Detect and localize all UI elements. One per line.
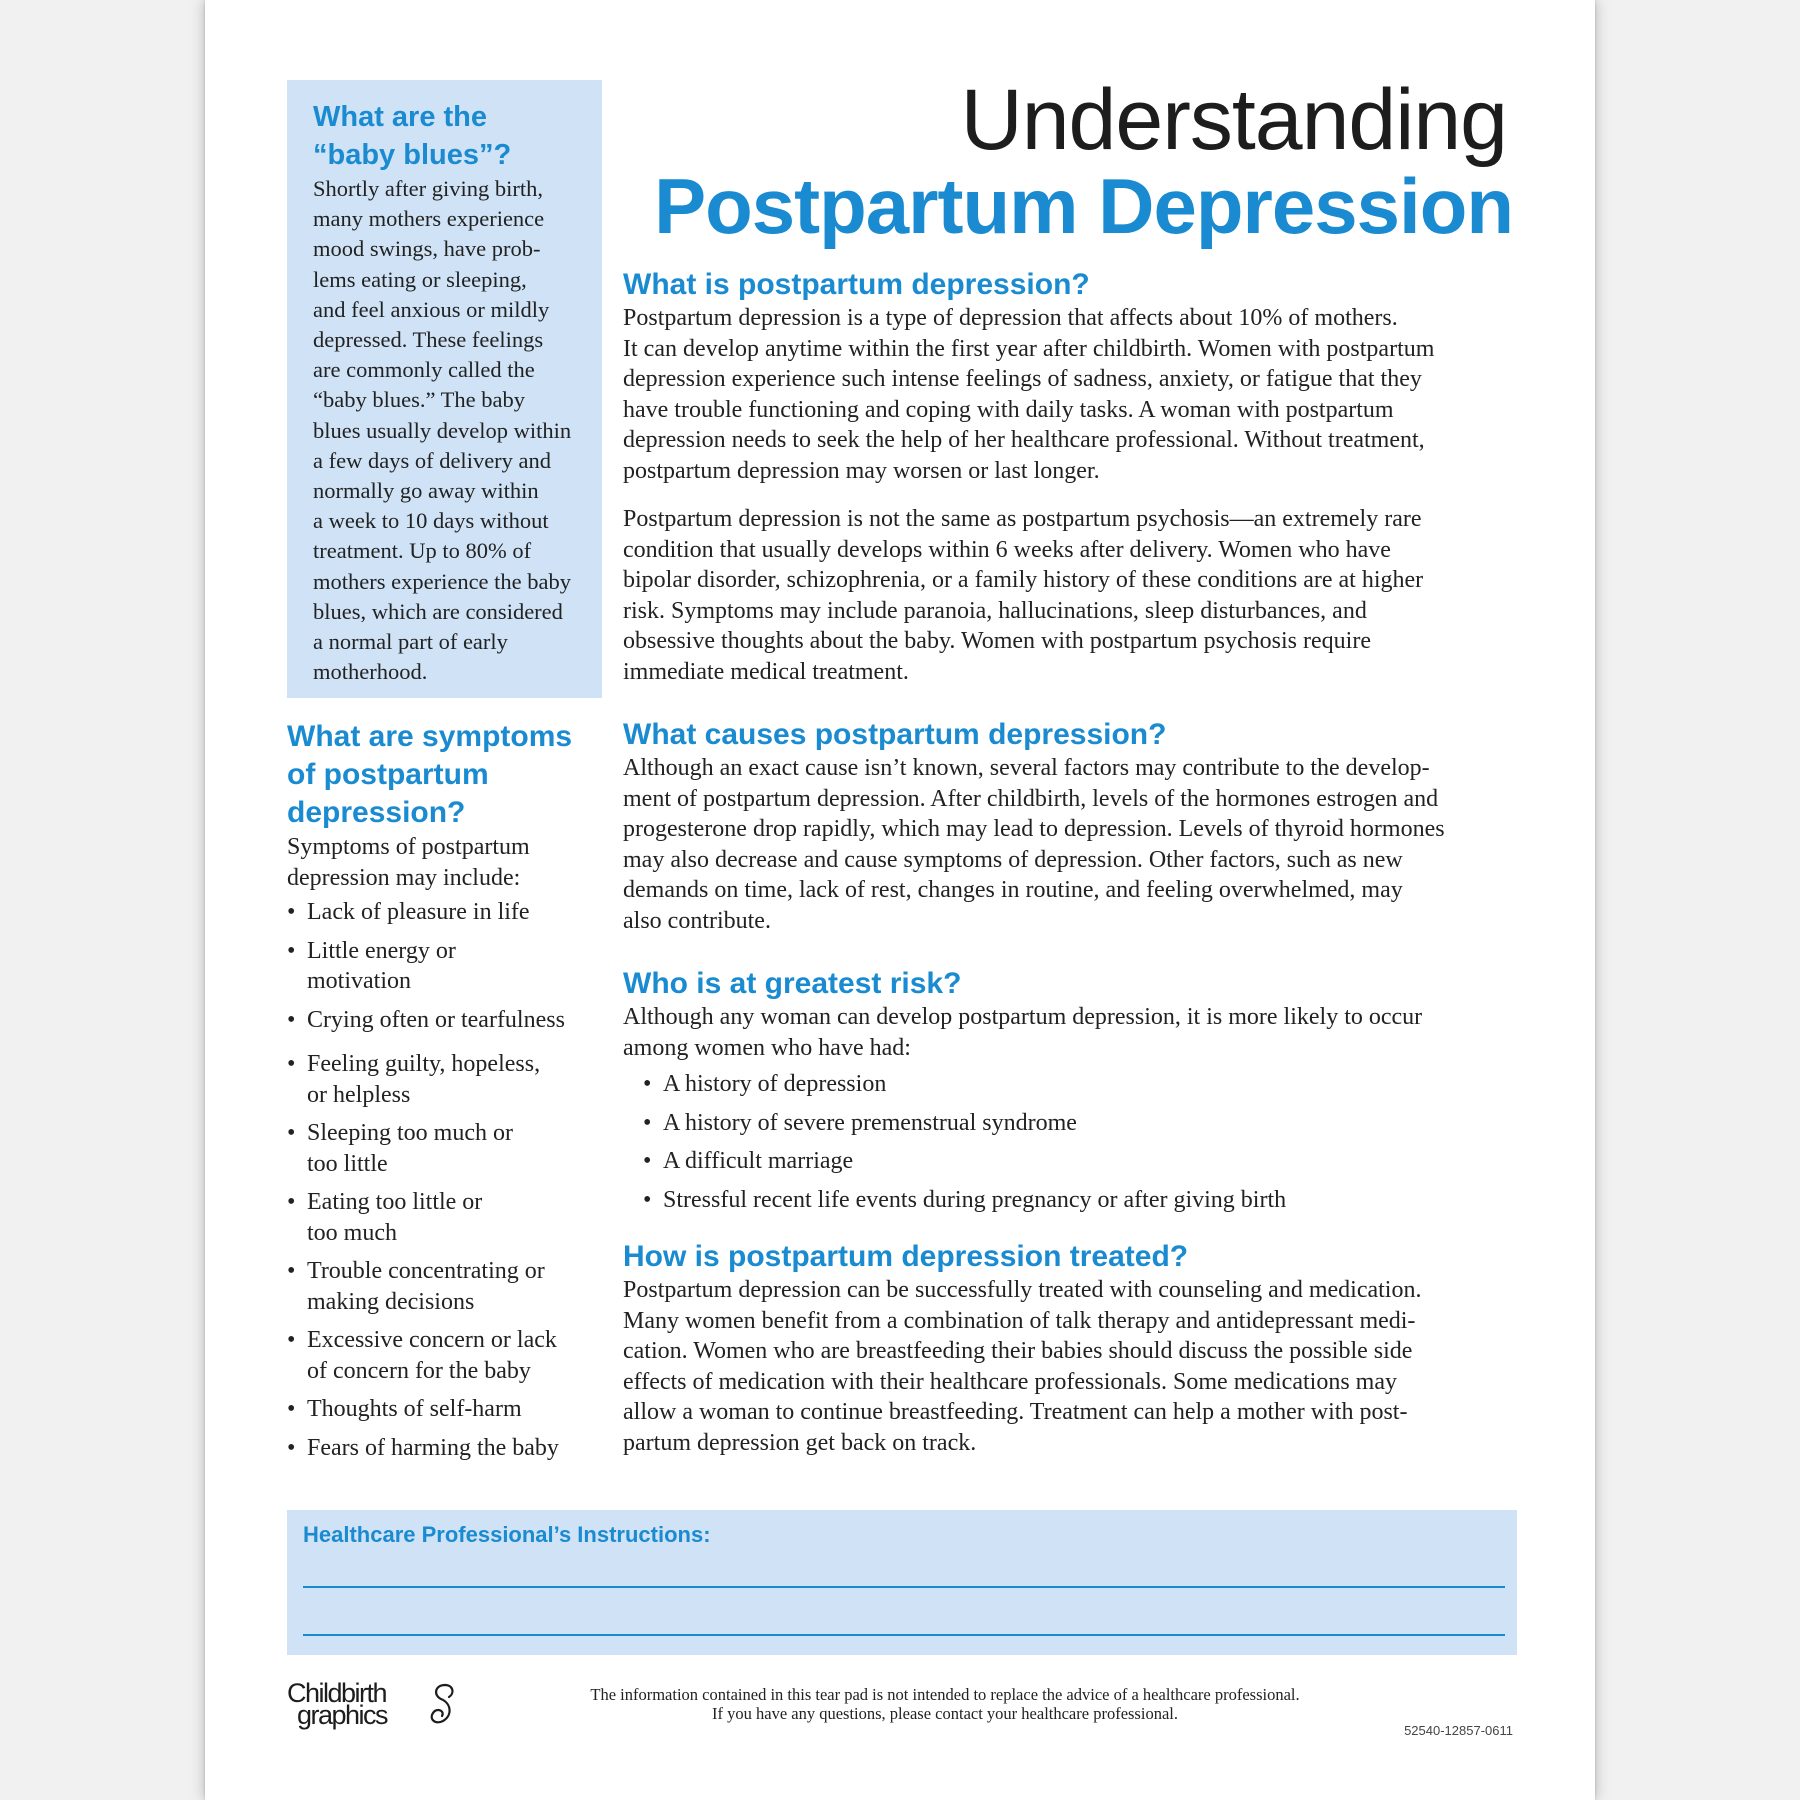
symptoms-heading-line: of postpartum <box>287 758 489 791</box>
symptoms-heading <box>287 718 617 832</box>
instructions-box <box>287 1510 1517 1655</box>
symptom-text: motivation <box>307 968 411 994</box>
symptom-text: • Lack of pleasure in life <box>307 899 530 925</box>
text-line: a normal part of early <box>313 629 508 655</box>
symptom-item <box>287 1118 617 1179</box>
symptom-item <box>287 1325 617 1386</box>
symptom-text: too much <box>307 1219 397 1246</box>
text-line: effects of medication with their healthcare professionals. Some medications may <box>623 1368 1397 1395</box>
instructions-label: Healthcare Professional’s Instructions: <box>303 1522 711 1547</box>
symptom-text: too little <box>307 1150 388 1177</box>
risk-item: • Stressful recent life events during pregnancy or after giving birth <box>643 1185 1523 1216</box>
text-line: blues usually develop within <box>313 417 572 443</box>
risk-item: • A history of depression <box>643 1069 1523 1100</box>
text-line: ment of postpartum depression. After childbirth, levels of the hormones estrogen and <box>623 785 1439 812</box>
causes-paragraph <box>623 753 1523 936</box>
childbirth-graphics-logo <box>287 1677 467 1747</box>
what-is-paragraph-1 <box>623 303 1523 486</box>
text-line: a week to 10 days without <box>313 508 549 534</box>
baby-blues-heading-line: “baby blues”? <box>313 139 512 171</box>
spacer <box>623 687 1523 717</box>
text-line: Shortly after giving birth, <box>313 176 543 201</box>
symptom-text: • Trouble concentrating or <box>307 1258 545 1284</box>
product-code: 52540-12857-0611 <box>1404 1723 1513 1738</box>
symptom-text: • Eating too little or <box>307 1189 483 1215</box>
text-line: progesterone drop rapidly, which may lead to depression. Levels of thyroid hormones <box>623 816 1445 842</box>
symptom-item <box>287 897 617 928</box>
what-is-paragraph-2 <box>623 504 1523 687</box>
text-line: among women who have had: <box>623 1034 911 1061</box>
symptoms-list <box>287 897 617 1463</box>
text-line: many mothers experience <box>313 206 545 232</box>
symptom-text: of concern for the baby <box>307 1357 531 1384</box>
instructions-line-2[interactable] <box>303 1634 1505 1636</box>
text-line: blues, which are considered <box>313 598 563 624</box>
symptom-item <box>287 1005 617 1036</box>
text-line: bipolar disorder, schizophrenia, or a family history of these conditions are at higher <box>623 567 1424 593</box>
title-line-1: Understanding <box>960 72 1507 168</box>
text-line: and feel anxious or mildly <box>313 296 550 322</box>
symptom-item <box>287 1187 617 1248</box>
symptom-text: • Little energy or <box>307 937 456 964</box>
symptoms-heading-line: depression? <box>287 796 466 829</box>
text-line: have trouble functioning and coping with daily tasks. A woman with postpartum <box>623 396 1394 423</box>
text-line: Although an exact cause isn’t known, several factors may contribute to the develop- <box>623 755 1430 781</box>
text-line: risk. Symptoms may include paranoia, hallucinations, sleep disturbances, and <box>623 597 1367 624</box>
instructions-line-1[interactable] <box>303 1586 1505 1588</box>
causes-heading: What causes postpartum depression? <box>623 718 1167 751</box>
symptom-text: • Thoughts of self-harm <box>307 1396 522 1422</box>
risk-list <box>623 1069 1523 1215</box>
baby-blues-text <box>313 174 590 687</box>
text-line: depressed. These feelings <box>313 327 544 353</box>
symptom-text: • Sleeping too much or <box>307 1120 513 1146</box>
disclaimer-line: The information contained in this tear pad is not intended to replace the advice of a healthcare professional. <box>590 1685 1300 1704</box>
footer-disclaimer <box>495 1685 1395 1723</box>
spacer <box>623 1223 1523 1239</box>
symptom-text: • Excessive concern or lack <box>307 1327 557 1353</box>
text-line: obsessive thoughts about the baby. Women with postpartum psychosis require <box>623 628 1371 654</box>
symptom-text: • Fears of harming the baby <box>307 1434 559 1461</box>
symptom-item <box>287 936 617 997</box>
text-line: a few days of delivery and <box>313 447 552 473</box>
risk-item: • A difficult marriage <box>643 1146 1523 1177</box>
what-is-heading: What is postpartum depression? <box>623 268 1090 301</box>
main-column <box>623 267 1523 1458</box>
text-line: Many women benefit from a combination of talk therapy and antidepressant medi- <box>623 1307 1416 1334</box>
disclaimer-line: If you have any questions, please contact your healthcare professional. <box>712 1704 1178 1723</box>
text-line: lems eating or sleeping, <box>313 266 527 292</box>
text-line: partum depression get back on track. <box>623 1429 977 1456</box>
text-line: immediate medical treatment. <box>623 658 909 685</box>
text-line: Postpartum depression is a type of depression that affects about 10% of mothers. <box>623 305 1398 331</box>
treated-heading: How is postpartum depression treated? <box>623 1240 1189 1273</box>
symptoms-heading-line: What are symptoms <box>287 720 573 753</box>
document-page <box>205 0 1595 1800</box>
logo-line-2: graphics <box>297 1700 388 1730</box>
baby-blues-heading-line: What are the <box>313 101 488 133</box>
text-line: depression needs to seek the help of her healthcare professional. Without treatment, <box>623 427 1425 453</box>
symptoms-intro <box>287 832 617 893</box>
risk-heading: Who is at greatest risk? <box>623 967 962 1000</box>
text-line: Postpartum depression can be successfully treated with counseling and medication. <box>623 1277 1422 1303</box>
text-line: depression may include: <box>287 864 521 891</box>
symptom-item <box>287 1049 617 1110</box>
logo-line-1: Childbirth <box>287 1678 387 1708</box>
text-line: mothers experience the baby <box>313 568 572 594</box>
text-line: “baby blues.” The baby <box>313 387 526 413</box>
treated-paragraph <box>623 1275 1523 1458</box>
symptom-item <box>287 1394 617 1425</box>
text-line: condition that usually develops within 6 weeks after delivery. Women who have <box>623 536 1391 563</box>
logo-swirl-icon <box>425 1681 461 1727</box>
baby-blues-box <box>287 80 602 698</box>
symptom-text: making decisions <box>307 1288 475 1315</box>
text-line: normally go away within <box>313 478 539 504</box>
symptoms-section <box>287 718 617 1471</box>
text-line: treatment. Up to 80% of <box>313 538 532 564</box>
text-line: may also decrease and cause symptoms of depression. Other factors, such as new <box>623 846 1403 873</box>
symptom-text: • Crying often or tearfulness <box>307 1006 565 1033</box>
text-line: Postpartum depression is not the same as postpartum psychosis—an extremely rare <box>623 506 1422 532</box>
risk-item: • A history of severe premenstrual syndrome <box>643 1108 1523 1139</box>
risk-intro <box>623 1002 1523 1063</box>
text-line: mood swings, have prob- <box>313 236 541 262</box>
title-line-2: Postpartum Depression <box>654 162 1513 250</box>
symptom-item <box>287 1433 617 1464</box>
baby-blues-heading <box>313 98 590 174</box>
symptom-text: • Feeling guilty, hopeless, <box>307 1051 541 1077</box>
text-line: allow a woman to continue breastfeeding. Treatment can help a mother with post- <box>623 1399 1408 1425</box>
symptom-item <box>287 1256 617 1317</box>
text-line: It can develop anytime within the first year after childbirth. Women with postpartum <box>623 335 1435 362</box>
spacer <box>623 486 1523 504</box>
symptom-text: or helpless <box>307 1081 411 1108</box>
text-line: depression experience such intense feelings of sadness, anxiety, or fatigue that they <box>623 366 1422 392</box>
text-line: Although any woman can develop postpartum depression, it is more likely to occur <box>623 1004 1423 1030</box>
text-line: cation. Women who are breastfeeding their babies should discuss the possible side <box>623 1338 1413 1364</box>
text-line: motherhood. <box>313 659 428 685</box>
spacer <box>623 936 1523 966</box>
text-line: postpartum depression may worsen or last longer. <box>623 457 1100 484</box>
text-line: are commonly called the <box>313 357 535 383</box>
text-line: also contribute. <box>623 907 771 934</box>
text-line: demands on time, lack of rest, changes in routine, and feeling overwhelmed, may <box>623 877 1403 903</box>
text-line: Symptoms of postpartum <box>287 834 530 860</box>
